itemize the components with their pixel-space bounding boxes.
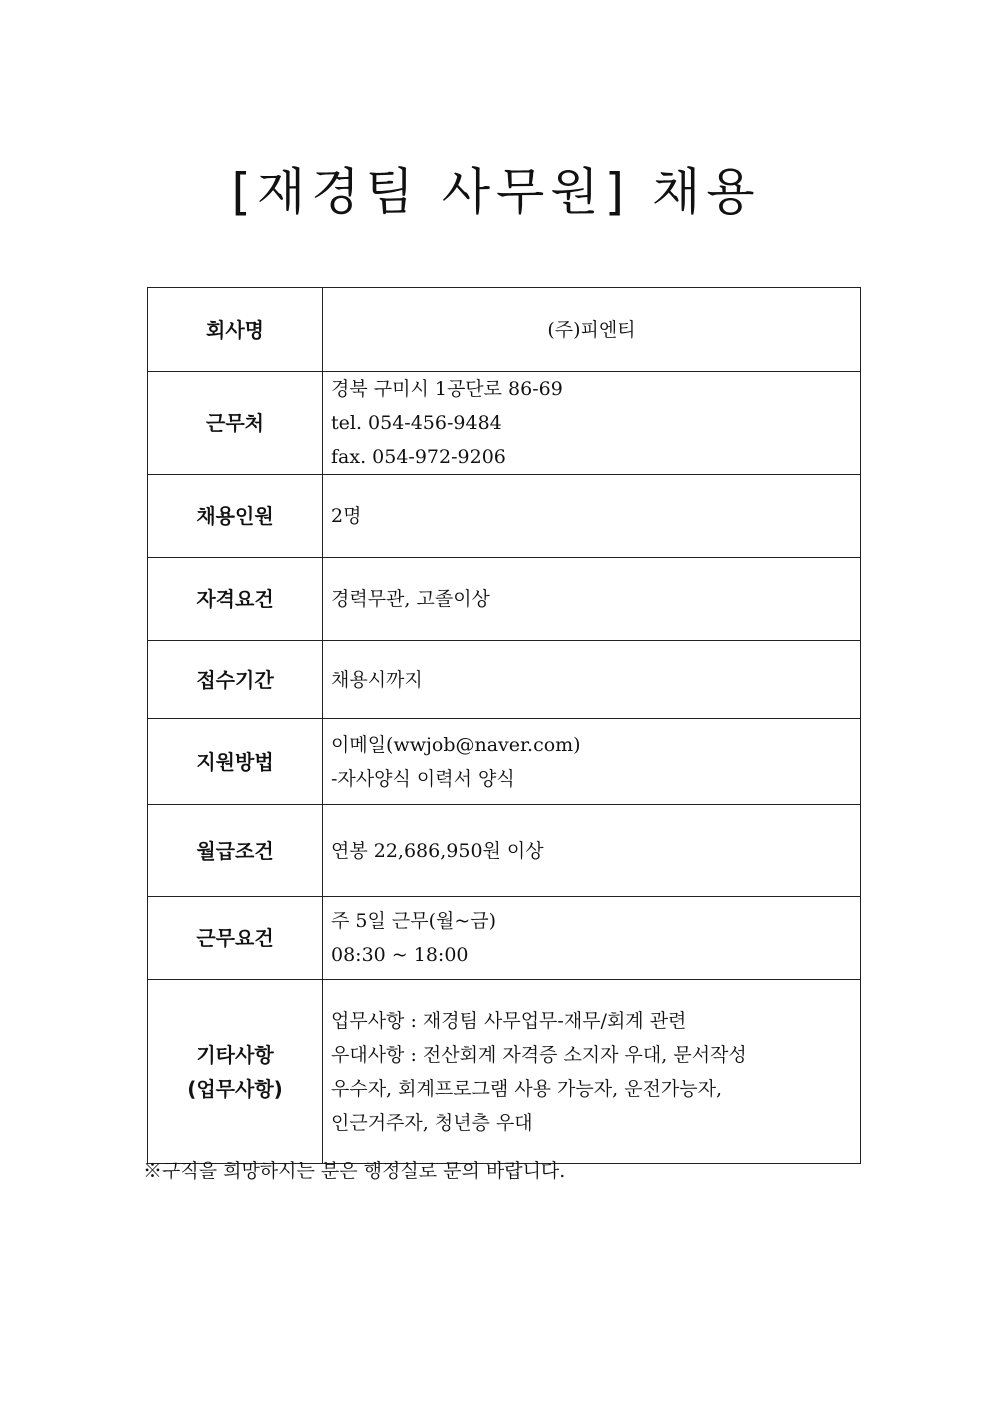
application-period: 채용시까지 [331, 668, 423, 691]
row-value [323, 805, 861, 897]
address-line: 경북 구미시 1공단로 86-69 [331, 378, 563, 400]
preference-line: 우대사항 : 전산회계 자격증 소지자 우대, 문서작성 [331, 1043, 747, 1066]
row-label: 근무요건 [148, 897, 323, 980]
row-label-line: (업무사항) [187, 1076, 283, 1101]
row-value [323, 980, 861, 1164]
footnote: ※구직을 희망하시는 분은 행정실로 문의 바랍니다. [143, 1160, 566, 1182]
row-label-line: 기타사항 [196, 1042, 274, 1067]
duty-line: 업무사항 : 재경팀 사무업무-재무/회계 관련 [331, 1009, 687, 1032]
row-label: 근무처 [148, 372, 323, 475]
row-value [323, 558, 861, 641]
job-info-table [147, 287, 861, 1164]
page-title: [재경팀 사무원] 채용 [231, 163, 761, 221]
table-row [148, 372, 861, 475]
row-label [148, 980, 323, 1164]
work-days: 주 5일 근무(월~금) [331, 910, 497, 932]
phone-line: tel. 054-456-9484 [331, 412, 502, 434]
headcount: 2명 [331, 505, 362, 527]
row-value [323, 372, 861, 475]
table-row [148, 719, 861, 805]
row-label: 월급조건 [148, 805, 323, 897]
company-name: (주)피엔티 [547, 318, 636, 341]
table-row [148, 805, 861, 897]
table-row [148, 288, 861, 372]
table-row [148, 897, 861, 980]
row-value [323, 475, 861, 558]
row-label: 회사명 [148, 288, 323, 372]
row-label: 자격요건 [148, 558, 323, 641]
fax-line: fax. 054-972-9206 [331, 446, 506, 468]
preference-line: 인근거주자, 청년층 우대 [331, 1111, 533, 1134]
table-row [148, 558, 861, 641]
application-form-note: -자사양식 이력서 양식 [331, 767, 515, 790]
row-value [323, 288, 861, 372]
row-value [323, 719, 861, 805]
work-hours: 08:30 ~ 18:00 [331, 944, 469, 966]
preference-line: 우수자, 회계프로그램 사용 가능자, 운전가능자, [331, 1077, 723, 1100]
table-row [148, 641, 861, 719]
row-label: 접수기간 [148, 641, 323, 719]
row-label: 채용인원 [148, 475, 323, 558]
table-row [148, 980, 861, 1164]
application-email: 이메일(wwjob@naver.com) [331, 733, 581, 756]
row-label: 지원방법 [148, 719, 323, 805]
qualifications: 경력무관, 고졸이상 [331, 588, 490, 610]
salary: 연봉 22,686,950원 이상 [331, 839, 544, 862]
table-row [148, 475, 861, 558]
row-value [323, 897, 861, 980]
row-value [323, 641, 861, 719]
